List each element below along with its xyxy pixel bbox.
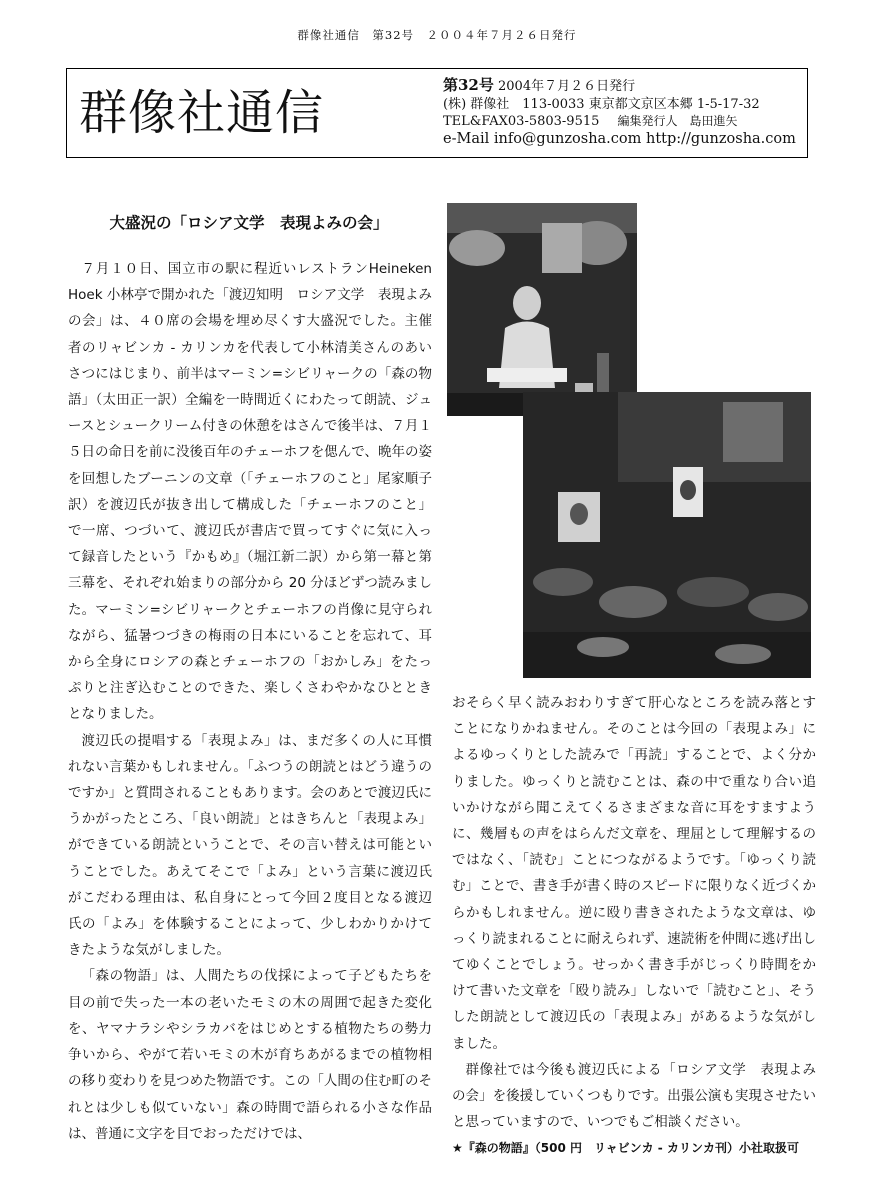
event-photo-reader (447, 203, 637, 416)
editor: 編集発行人 島田進矢 (617, 114, 738, 128)
telfax: TEL&FAX03-5803-9515 (443, 114, 600, 129)
article-title: 大盛況の「ロシア文学 表現よみの会」 (109, 214, 389, 232)
article-column-right (452, 690, 816, 1162)
paragraph: 渡辺氏の提唱する「表現よみ」は、まだ多くの人に耳慣れない言葉かもしれません。「ふつうの朗読とはどう違うのですか」と質問されることもあります。会のあとで渡辺氏にうかがったところ、「良い朗読」とはきちんと「表現よみ」ができている朗読ということで、その言い替えは可能ということでした。あえてそこで「よみ」という言葉に渡辺氏がこだわる理由は、私自身にとって今回２度目となる渡辺氏の「よみ」を体験することによって、少しわかりかけてきたような気がしました。 (68, 732, 432, 959)
paragraph: 群像社では今後も渡辺氏による「ロシア文学 表現よみの会」を後援していくつもりです。出張公演も実現させたいと思っていますので、いつでもご相談ください。 (452, 1061, 816, 1131)
issue-line (443, 77, 803, 96)
issue-number: 第32号 (443, 76, 494, 94)
event-photo-audience (523, 392, 811, 678)
paragraph: 「森の物語」は、人間たちの伐採によって子どもたちを目の前で失った一本の老いたモミの木の周囲で起きた変化を、ヤマナラシやシラカバをはじめとする植物たちの勢力争いから、やがて若いモミの木が育ちあがるまでの植物相の移り変わりを見つめた物語です。この「人間の住む町のそれとは少しも似ていない」森の時間で語られる小さな作品は、普通に文字を目でおっただけでは、 (68, 968, 432, 1142)
running-head: 群像社通信 第32号 ２００４年７月２６日発行 (297, 28, 577, 42)
contact-line: e-Mail info@gunzosha.com http://gunzosha.com (443, 130, 796, 147)
masthead (66, 68, 808, 158)
masthead-info (443, 77, 803, 148)
telfax-line (443, 113, 803, 131)
book-note: ★『森の物語』（500 円 リャビンカ - カリンカ刊）小社取扱可 (452, 1141, 799, 1156)
masthead-title: 群像社通信 (79, 85, 325, 141)
article-column-left (68, 256, 432, 1147)
issue-date: 2004年７月２６日発行 (498, 79, 636, 94)
publisher-line: (株) 群像社 113-0033 東京都文京区本郷 1-5-17-32 (443, 96, 760, 112)
paragraph: ７月１０日、国立市の駅に程近いレストランHeineken Hoek 小林亭で開かれた「渡辺知明 ロシア文学 表現よみの会」は、４０席の会場を埋め尽くす大盛況でした。主催者のリャビンカ - カリンカを代表して小林清美さんのあいさつにはじまり、前半はマーミン=シビリャークの「森の物語」（太田正一訳）全編を一時間近くにわたって朗読、ジュースとシュークリーム付きの休憩をはさんで後半は、７月１５日の命日を前に没後百年のチェーホフを偲んで、晩年の姿を回想したブーニンの文章（「チェーホフのこと」尾家順子訳）を渡辺氏が抜き出して構成した「チェーホフのこと」で一席、つづいて、渡辺氏が書店で買ってすぐに気に入って録音したという『かもめ』（堀江新二訳）から第一幕と第三幕を、それぞれ始まりの部分から 20 分ほどずつ読みました。マーミン=シビリャークとチェーホフの肖像に見守られながら、猛暑つづきの梅雨の日本にいることを忘れて、耳から全身にロシアの森とチェーホフの「おかしみ」をたっぷりと注ぎ込むことのできた、楽しくさわやかなひとときとなりました。 (68, 261, 432, 723)
paragraph: おそらく早く読みおわりすぎて肝心なところを読み落とすことになりかねません。そのことは今回の「表現よみ」によるゆっくりとした読みで「再読」することで、よく分かりました。ゆっくりと読むことは、森の中で重なり合い追いかけながら聞こえてくるさまざまな音に耳をすますように、幾層もの声をはらんだ文章を、理屈として理解するのではなく、「読む」ことにつながるようです。「ゆっくり読む」ことで、書き手が書く時のスピードに限りなく近づくからかもしれません。逆に殴り書きされたような文章は、ゆっくり読まれることに耐えられず、速読術を仲間に逃げ出してゆくことでしょう。せっかく書き手がじっくり時間をかけて書いた文章を「殴り読み」しないで「読むこと」、そうした朗読として渡辺氏の「表現よみ」があるような気がしました。 (452, 695, 816, 1052)
